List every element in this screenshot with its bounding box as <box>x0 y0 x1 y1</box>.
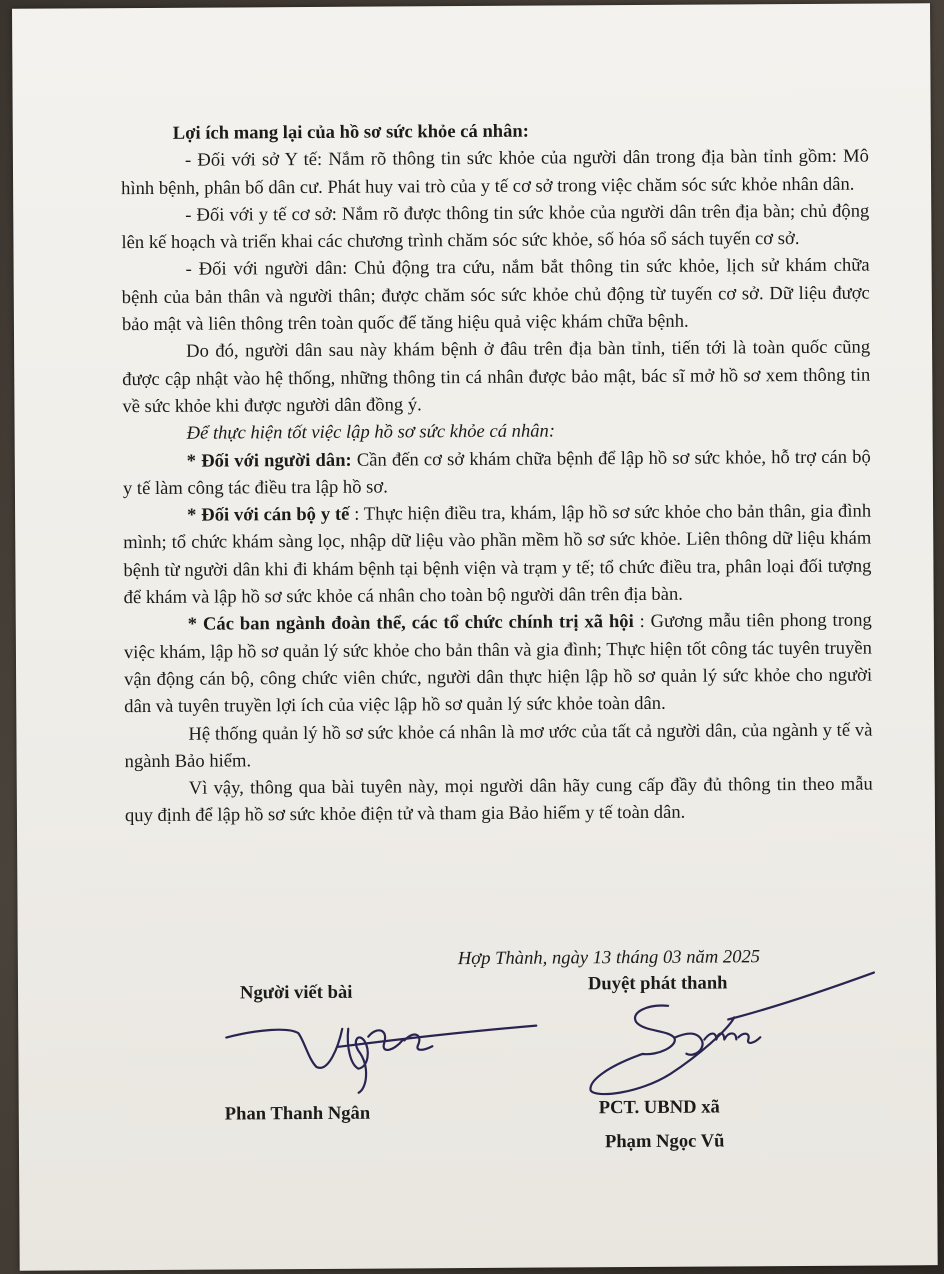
item-organizations <box>124 607 873 721</box>
item-citizens-text: Cần đến cơ sở khám chữa bệnh để lập hồ sơ sức khỏe, hỗ trợ cán bộ y tế làm công tác điều tra lập hồ sơ. <box>122 446 871 499</box>
paragraph-grassroots-health: - Đối với y tế cơ sở: Nắm rõ được thông tin sức khỏe của người dân trên địa bàn; chủ động lên kế hoạch và triển khai các chương trình chăm sóc sức khỏe, số hóa sổ sách tuyến cơ sở. <box>121 200 870 254</box>
paragraph-citizens: - Đối với người dân: Chủ động tra cứu, nắm bắt thông tin sức khỏe, lịch sử khám chữa bệnh của bản thân và người thân; được chăm sóc sức khỏe chủ động từ tuyến cơ sở. Dữ liệu được bảo mật và liên thông trên toàn quốc để tăng hiệu quả việc khám chữa bệnh. <box>121 255 870 336</box>
left-handwritten-signature <box>218 1006 539 1098</box>
right-signatory-title: PCT. UBND xã <box>598 1096 720 1119</box>
item-citizens-label: * Đối với người dân: <box>186 449 352 472</box>
right-signatory-role: Duyệt phát thanh <box>587 972 728 995</box>
paper-sheet <box>12 3 938 1271</box>
closing-paragraph-1: Hệ thống quản lý hồ sơ sức khỏe cá nhân là mơ ước của tất cả người dân, của ngành y tế và ngành Bảo hiểm. <box>124 719 873 772</box>
left-signatory-name: Phan Thanh Ngân <box>224 1102 371 1125</box>
implementation-intro: Để thực hiện tốt việc lập hồ sơ sức khỏe cá nhân: <box>186 420 556 445</box>
right-signatory-name: Phạm Ngọc Vũ <box>604 1130 725 1153</box>
item-organizations-label: * Các ban ngành đoàn thể, các tổ chức chính trị xã hội <box>187 611 634 636</box>
paragraph-health-department: - Đối với sở Y tế: Nắm rõ thông tin sức khỏe của người dân trong địa bàn tỉnh gồm: Mô hình bệnh, phân bố dân cư. Phát huy vai trò của y tế cơ sở trong việc chăm sóc sức khỏe nhân dân. <box>121 145 869 199</box>
item-organizations-text: : Gương mẫu tiên phong trong việc khám, lập hồ sơ quản lý sức khỏe cho bản thân và gia đình; Thực hiện tốt công tác tuyên truyền vận động cán bộ, công chức viên chức, người dân thực hiện lập hồ sơ quản lý sức khỏe cho người dân và tuyên truyền lợi ích của việc lập hồ sơ quản lý sức khỏe toàn dân. <box>123 609 873 718</box>
document-body <box>121 116 873 830</box>
item-health-staff <box>123 498 872 612</box>
right-handwritten-signature <box>578 969 879 1106</box>
dateline: Hợp Thành, ngày 13 tháng 03 năm 2025 <box>457 946 761 970</box>
item-health-staff-label: * Đối với cán bộ y tế <box>187 503 350 526</box>
item-health-staff-text: : Thực hiện điều tra, khám, lập hồ sơ sức khỏe cho bản thân, gia đình mình; tổ chức khám sàng lọc, nhập dữ liệu vào phần mềm hồ sơ sức khỏe. Liên thông dữ liệu khám bệnh từ người dân khi đi khám bệnh tại bệnh viện và trạm y tế; tổ chức điều tra, phân loại đối tượng để khám và lập hồ sơ sức khỏe cá nhân cho toàn bộ người dân trên địa bàn. <box>123 500 872 609</box>
item-citizens <box>123 443 871 502</box>
closing-paragraph-2: Vì vậy, thông qua bài tuyên này, mọi người dân hãy cung cấp đầy đủ thông tin theo mẫu quy định để lập hồ sơ sức khỏe điện tử và tham gia Bảo hiểm y tế toàn dân. <box>124 773 873 827</box>
paragraph-therefore: Do đó, người dân sau này khám bệnh ở đâu trên địa bàn tỉnh, tiến tới là toàn quốc cũng được cập nhật vào hệ thống, những thông tin cá nhân được bảo mật, bác sĩ mở hồ sơ xem thông tin về sức khỏe khi được người dân đồng ý. <box>122 336 871 418</box>
left-signatory-role: Người viết bài <box>239 981 353 1004</box>
document-heading: Lợi ích mang lại của hồ sơ sức khỏe cá nhân: <box>172 120 530 144</box>
